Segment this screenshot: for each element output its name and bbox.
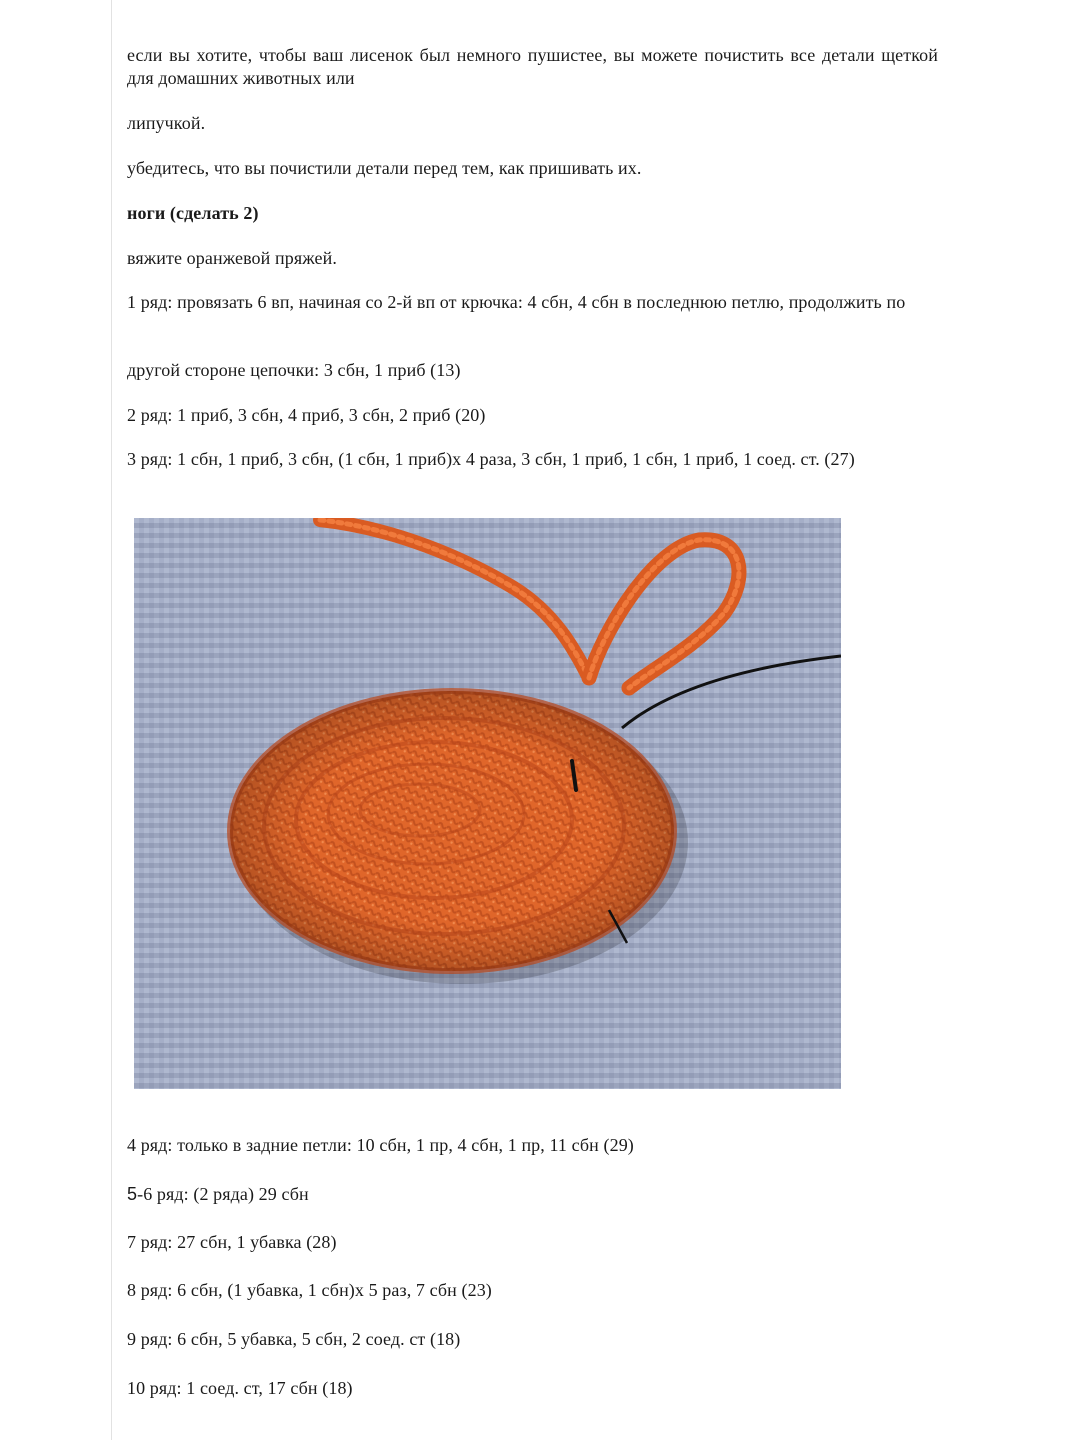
row-9-instruction: 9 ряд: 6 сбн, 5 убавка, 5 сбн, 2 соед. ст (18) [127,1329,461,1349]
row-10-instruction: 10 ряд: 1 соед. ст, 17 сбн (18) [127,1378,353,1398]
row-1-instruction: 1 ряд: провязать 6 вп, начиная со 2-й вп от крючка: 4 сбн, 4 сбн в последнюю петлю, продолжить по [127,292,906,312]
row-5-6-text: -6 ряд: (2 ряда) 29 сбн [137,1184,309,1204]
row-7-instruction: 7 ряд: 27 сбн, 1 убавка (28) [127,1232,337,1252]
row-8-instruction: 8 ряд: 6 сбн, (1 убавка, 1 сбн)х 5 раз, 7 сбн (23) [127,1280,492,1300]
page-left-rule [111,0,112,1440]
crochet-sole-photo [134,518,841,1089]
yarn-instruction: вяжите оранжевой пряжей. [127,248,337,268]
row-5-6-number: 5 [127,1184,138,1204]
row-2-instruction: 2 ряд: 1 приб, 3 сбн, 4 приб, 3 сбн, 2 приб (20) [127,405,486,425]
intro-paragraph: если вы хотите, чтобы ваш лисенок был немного пушистее, вы можете почистить все детали щеткой для домашних животных или [127,45,938,88]
clean-parts-note: убедитесь, что вы почистили детали перед тем, как пришивать их. [127,158,642,178]
section-heading-legs: ноги (сделать 2) [127,203,259,223]
row-5-6-instruction [127,1183,938,1206]
row-4-instruction: 4 ряд: только в задние петли: 10 сбн, 1 пр, 4 сбн, 1 пр, 11 сбн (29) [127,1135,634,1155]
row-3-instruction: 3 ряд: 1 сбн, 1 приб, 3 сбн, (1 сбн, 1 приб)х 4 раза, 3 сбн, 1 приб, 1 сбн, 1 приб, 1 соед. ст. (27) [127,449,855,469]
intro-paragraph-continued: липучкой. [127,113,206,133]
row-1-continued: другой стороне цепочки: 3 сбн, 1 приб (13) [127,360,461,380]
